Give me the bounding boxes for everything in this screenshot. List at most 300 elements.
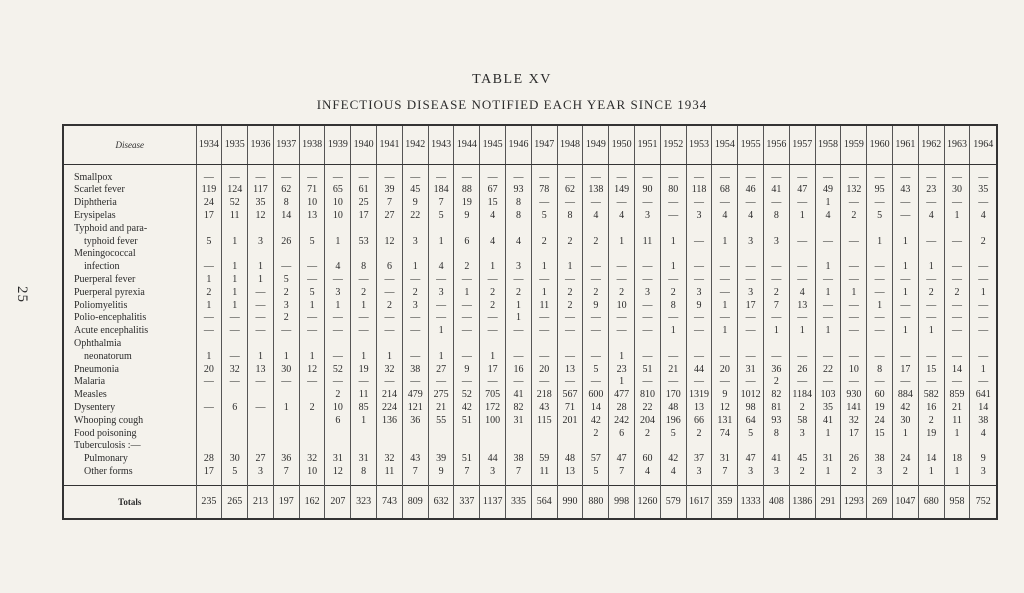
year-header: 1937 [273,126,299,165]
table-cell: 65 [325,184,351,197]
table-cell: — [299,274,325,287]
table-cell: 3 [402,235,428,248]
total-cell: 162 [299,486,325,519]
table-cell: 12 [377,235,403,248]
table-cell: 641 [970,389,996,402]
table-cell: — [402,325,428,338]
table-cell: 38 [867,453,893,466]
table-cell: 19 [918,427,944,440]
table-cell: 10 [325,402,351,415]
table-cell: 52 [325,363,351,376]
table-cell [351,478,377,485]
table-cell: 68 [712,184,738,197]
table-cell: — [531,376,557,389]
table-cell: 2 [686,427,712,440]
total-cell: 1617 [686,486,712,519]
year-header: 1936 [248,126,274,165]
table-cell: 38 [402,363,428,376]
table-cell: — [531,197,557,210]
table-cell: — [557,325,583,338]
table-cell: 35 [248,197,274,210]
table-cell: 3 [867,466,893,479]
table-cell [557,222,583,235]
table-cell [196,222,222,235]
table-cell [299,248,325,261]
table-cell: 27 [377,210,403,223]
table-cell: 218 [531,389,557,402]
table-cell [712,248,738,261]
table-cell [351,222,377,235]
table-cell: — [944,261,970,274]
table-cell: 47 [609,453,635,466]
table-cell [248,427,274,440]
table-cell [557,440,583,453]
table-cell: 118 [686,184,712,197]
table-cell [789,222,815,235]
table-cell: 5 [299,286,325,299]
table-cell [660,222,686,235]
table-cell [196,478,222,485]
table-cell [506,222,532,235]
table-cell: 8 [867,363,893,376]
table-cell: 149 [609,184,635,197]
table-row [64,274,996,287]
table-cell [402,165,428,172]
year-header: 1954 [712,126,738,165]
table-cell [506,427,532,440]
disease-label: Poliomyelitis [74,299,128,311]
totals-label: Totals [64,486,196,519]
table-cell: — [506,376,532,389]
table-cell: 1 [506,299,532,312]
table-cell: — [635,261,661,274]
table-cell: — [944,299,970,312]
table-row [64,299,996,312]
table-cell: 1 [196,299,222,312]
table-cell: 26 [273,235,299,248]
table-row [64,235,996,248]
table-cell: 1 [248,274,274,287]
table-cell: 5 [867,210,893,223]
total-cell: 337 [454,486,480,519]
table-cell: 31 [351,453,377,466]
table-cell: — [815,376,841,389]
table-cell: — [738,376,764,389]
total-cell: 335 [506,486,532,519]
totals-row [64,486,996,519]
table-cell: 13 [686,402,712,415]
table-cell: — [196,261,222,274]
table-cell [841,248,867,261]
table-cell: — [557,171,583,184]
table-cell: 38 [506,453,532,466]
disease-label: typhoid fever [84,235,138,247]
table-cell: 20 [712,363,738,376]
table-cell: — [377,312,403,325]
table-cell: 17 [893,363,919,376]
table-cell: — [944,171,970,184]
table-cell [738,478,764,485]
table-cell [609,478,635,485]
table-cell [325,338,351,351]
table-cell [531,222,557,235]
table-cell: — [351,171,377,184]
table-cell: — [583,312,609,325]
table-cell: 78 [531,184,557,197]
table-cell: — [686,350,712,363]
table-cell: — [299,312,325,325]
table-cell: 2 [583,286,609,299]
table-cell: 14 [273,210,299,223]
table-cell: 1 [764,325,790,338]
total-cell: 1293 [841,486,867,519]
table-cell: 41 [764,453,790,466]
year-header: 1952 [660,126,686,165]
table-cell [738,440,764,453]
table-cell: 90 [635,184,661,197]
table-cell: — [918,235,944,248]
table-cell [480,427,506,440]
table-cell: 5 [583,466,609,479]
table-cell: — [970,299,996,312]
table-row [64,184,996,197]
table-cell: 32 [377,453,403,466]
table-cell: 2 [299,402,325,415]
table-cell: — [686,171,712,184]
table-cell [454,165,480,172]
table-cell [222,440,248,453]
table-cell: — [686,274,712,287]
table-cell: 21 [660,363,686,376]
disease-label: Scarlet fever [74,184,125,196]
table-cell: 1 [299,299,325,312]
total-cell: 880 [583,486,609,519]
table-cell: 275 [428,389,454,402]
table-cell: 42 [454,402,480,415]
table-cell [222,414,248,427]
table-cell [248,222,274,235]
table-cell: 47 [738,453,764,466]
table-cell [609,440,635,453]
table-cell: 124 [222,184,248,197]
table-cell: 11 [351,389,377,402]
table-cell: 5 [196,235,222,248]
table-cell: 7 [712,466,738,479]
disease-label: Pulmonary [84,453,128,465]
table-cell: — [841,274,867,287]
table-row [64,389,996,402]
table-cell: — [660,171,686,184]
table-cell [377,440,403,453]
table-cell: 10 [325,197,351,210]
table-cell: 930 [841,389,867,402]
table-cell [402,478,428,485]
table-cell: — [480,274,506,287]
table-cell [815,222,841,235]
disease-label: Polio-encephalitis [74,312,147,324]
table-cell: — [738,312,764,325]
table-cell: — [428,274,454,287]
table-cell: 46 [738,184,764,197]
table-cell: 61 [351,184,377,197]
table-cell [764,248,790,261]
table-cell: 95 [867,184,893,197]
table-cell: 1 [557,261,583,274]
table-row [64,325,996,338]
table-cell: 2 [609,286,635,299]
table-cell: 103 [815,389,841,402]
table-cell: — [635,197,661,210]
table-cell: 8 [351,466,377,479]
table-cell [944,248,970,261]
table-cell: — [583,197,609,210]
table-cell: 4 [480,235,506,248]
table-cell: 9 [454,363,480,376]
table-cell: 3 [738,235,764,248]
table-cell [506,248,532,261]
table-cell: — [815,235,841,248]
table-cell [196,165,222,172]
table-cell: 6 [377,261,403,274]
table-cell: — [815,350,841,363]
table-cell: 12 [325,466,351,479]
table-cell: — [557,197,583,210]
table-cell: 21 [428,402,454,415]
table-cell: 41 [506,389,532,402]
table-cell: 1 [815,466,841,479]
table-row [64,414,996,427]
table-cell [686,248,712,261]
table-cell: 14 [583,402,609,415]
table-cell [712,478,738,485]
disease-label: Diphtheria [74,197,117,209]
table-cell: 2 [789,466,815,479]
table-cell: 810 [635,389,661,402]
table-row [64,453,996,466]
table-cell [402,440,428,453]
table-cell: 1 [660,325,686,338]
year-header: 1940 [351,126,377,165]
disease-label: Measles [74,389,107,401]
table-cell [531,165,557,172]
table-cell: — [583,261,609,274]
table-cell: 5 [299,235,325,248]
year-header: 1951 [635,126,661,165]
table-cell: — [454,312,480,325]
total-cell: 235 [196,486,222,519]
table-cell: 35 [970,184,996,197]
disease-label: Acute encephalitis [74,325,149,337]
table-cell: 15 [918,363,944,376]
table-cell [196,248,222,261]
table-cell: — [531,325,557,338]
table-cell: — [299,376,325,389]
total-cell: 269 [867,486,893,519]
table-cell: 1 [609,376,635,389]
table-cell: — [506,350,532,363]
table-cell [325,427,351,440]
table-cell: 117 [248,184,274,197]
table-cell: — [609,274,635,287]
table-cell: 1 [531,261,557,274]
year-header: 1963 [944,126,970,165]
table-cell: 41 [764,184,790,197]
table-cell: 1 [402,261,428,274]
total-cell: 323 [351,486,377,519]
table-cell: — [764,197,790,210]
table-cell: 1319 [686,389,712,402]
table-cell: 85 [351,402,377,415]
table-cell [428,440,454,453]
table-cell: 4 [325,261,351,274]
table-cell: — [867,261,893,274]
table-cell: 5 [428,210,454,223]
year-header: 1962 [918,126,944,165]
year-header: 1947 [531,126,557,165]
table-cell: — [480,376,506,389]
table-cell: 1 [867,299,893,312]
table-cell: 80 [660,184,686,197]
table-cell: — [531,171,557,184]
table-cell [583,222,609,235]
table-cell: 2 [480,286,506,299]
table-cell: 884 [893,389,919,402]
table-cell: 5 [531,210,557,223]
table-cell [918,478,944,485]
table-cell [531,427,557,440]
table-cell [764,440,790,453]
table-cell: 1 [196,350,222,363]
table-cell [867,440,893,453]
table-cell: — [480,312,506,325]
total-cell: 359 [712,486,738,519]
table-cell: 1 [815,325,841,338]
table-cell: 51 [454,453,480,466]
table-cell: — [325,312,351,325]
table-cell: — [248,402,274,415]
table-cell [893,222,919,235]
table-cell: 19 [867,402,893,415]
table-cell [377,248,403,261]
table-cell [402,427,428,440]
table-cell: 93 [506,184,532,197]
table-cell [299,414,325,427]
table-cell: 1012 [738,389,764,402]
table-cell: 9 [583,299,609,312]
table-cell: 55 [428,414,454,427]
table-cell [506,478,532,485]
table-cell: 1 [944,210,970,223]
table-cell: — [583,325,609,338]
table-cell: 1 [893,325,919,338]
table-cell [377,478,403,485]
table-frame [62,124,998,520]
table-cell [248,165,274,172]
table-cell: — [454,299,480,312]
table-cell [273,248,299,261]
table-cell [660,338,686,351]
table-cell [660,478,686,485]
table-cell: 1 [428,235,454,248]
table-cell: 43 [893,184,919,197]
table-cell: 47 [789,184,815,197]
table-cell [557,427,583,440]
total-cell: 1137 [480,486,506,519]
table-cell: — [325,376,351,389]
year-header: 1945 [480,126,506,165]
table-cell: 1 [893,261,919,274]
table-cell: — [480,325,506,338]
table-cell [273,338,299,351]
table-cell [273,427,299,440]
table-cell [325,248,351,261]
table-cell: 479 [402,389,428,402]
table-cell: 3 [273,299,299,312]
table-cell [351,338,377,351]
table-cell: 48 [557,453,583,466]
table-cell: — [531,350,557,363]
table-cell [815,440,841,453]
table-cell: — [583,171,609,184]
table-cell: — [867,286,893,299]
table-cell: 39 [377,184,403,197]
table-cell: — [841,235,867,248]
table-cell: — [970,197,996,210]
table-cell: — [686,235,712,248]
table-cell: 11 [377,466,403,479]
table-cell: — [635,299,661,312]
table-cell: 7 [273,466,299,479]
table-cell: 10 [325,210,351,223]
table-cell: 42 [583,414,609,427]
table-cell: 172 [480,402,506,415]
table-cell: 48 [660,402,686,415]
table-cell: 1 [712,325,738,338]
table-cell: 3 [325,286,351,299]
table-cell [222,389,248,402]
disease-label: Puerperal pyrexia [74,286,145,298]
table-cell: — [583,274,609,287]
table-cell [660,248,686,261]
table-row [64,222,996,235]
table-cell: — [738,274,764,287]
year-header: 1941 [377,126,403,165]
table-cell: 567 [557,389,583,402]
table-cell [454,248,480,261]
table-cell: 1 [918,466,944,479]
disease-label [64,478,196,485]
table-cell: 74 [712,427,738,440]
table-cell [815,338,841,351]
table-cell: — [841,299,867,312]
table-cell: 3 [635,210,661,223]
table-cell: — [867,325,893,338]
table-cell: — [867,171,893,184]
table-cell: — [867,274,893,287]
table-cell: — [841,261,867,274]
table-cell: 7 [377,197,403,210]
table-cell: — [841,312,867,325]
table-cell [299,427,325,440]
table-cell: 7 [609,466,635,479]
table-cell: — [867,350,893,363]
table-cell: 3 [738,466,764,479]
table-cell: 60 [867,389,893,402]
table-cell: — [789,171,815,184]
table-cell: — [609,261,635,274]
table-cell: — [196,325,222,338]
table-cell: 17 [480,363,506,376]
